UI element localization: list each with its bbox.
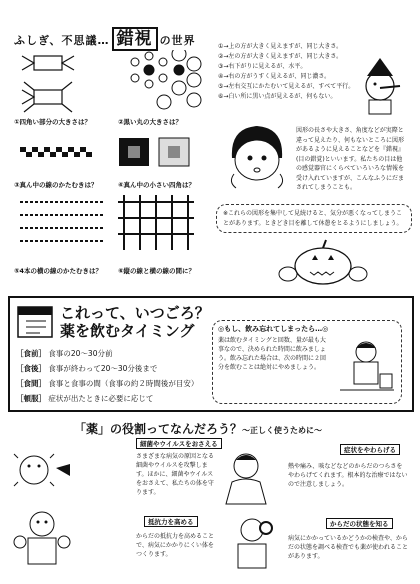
timing-tag: ［頓服］ (16, 394, 46, 403)
illusion-6-figure (118, 195, 194, 250)
illusion-3-caption: ③真ん中の線のかたむきは？ (14, 181, 98, 189)
illusion-3-figure (20, 147, 92, 157)
illusion-5-figure (20, 202, 104, 241)
medicine-timing-list (16, 346, 206, 406)
illusion-2-figure (131, 50, 201, 109)
medicine-heading-2: 薬を飲むタイミング (60, 322, 195, 340)
timing-row (16, 361, 206, 376)
timing-tag: ［食後］ (16, 364, 46, 373)
role-3-text: からだの抵抗力を高めることで、病気にかかりにくい体をつくります。 (136, 533, 215, 558)
role-4-label: からだの状態を知る (326, 518, 393, 529)
timing-text: 症状が出たときに必要に応じて (48, 394, 154, 403)
timing-text: 食事と食事の間（食事の約２時間後が目安） (48, 379, 199, 388)
illusion-1-figure (22, 56, 74, 112)
answer-item: ③→右下がりに見えるが、水平。 (218, 63, 307, 70)
pumpkin-illustration (278, 236, 368, 286)
title-main: 錯視 (112, 27, 158, 51)
illusion-5-caption: ⑤4本の横の線のかたむきは？ (14, 267, 103, 275)
role-1-label: 細菌やウイルスをおさえる (136, 438, 222, 449)
answer-item: ⑤→左右交互にかたむいて見えるが、すべて平行。 (218, 83, 355, 90)
illusion-figures (14, 50, 214, 265)
forgot-dose-title: ◎もし、飲み忘れてしまったら…◎ (218, 325, 329, 333)
sick-person-illustration (222, 448, 282, 508)
roles-title: 「薬」の役割ってなんだろう？ (74, 422, 243, 436)
forgot-dose-text: 薬は飲むタイミングと回数、量が最も大事なので、決められた時間に飲みましょう。飲み忘れた場合は、次の時間に２回分を飲むことは絶対にやめましょう。 (218, 337, 327, 371)
strong-person-illustration (12, 506, 72, 572)
roles-subtitle: 〜正しく使うために〜 (242, 426, 323, 435)
doctor-exam-illustration (226, 512, 284, 572)
timing-tag: ［食前］ (16, 349, 46, 358)
timing-row (16, 346, 206, 361)
doctor-illustration (336, 334, 396, 396)
illusion-1-caption: ①四角い部分の大きさは？ (14, 118, 92, 126)
answer-item: ④→右の方がうすく見えるが、同じ濃さ。 (218, 73, 331, 80)
timing-row (16, 391, 206, 406)
timing-text: 食事が終わって20〜30分後まで (48, 364, 158, 373)
illusion-explanation: 図形の長さや大きさ、角度などが実際と違って見えたり、何もないところに図形があるように見えることなどを『錯視』(目の錯覚)といいます。私たちの目は他の感覚器官にくらべていろいろな情報を受け入れていますが、こんなふうにだまされてしまうことも。 (296, 127, 405, 191)
answer-item: ①→上の方が大きく見えますが、同じ大きさ。 (218, 43, 343, 50)
medicine-heading-1: これって、いつごろ？ (60, 304, 210, 322)
illusion-4-caption: ④真ん中の小さい四角は？ (118, 181, 196, 189)
germ-illustration (12, 444, 72, 496)
answers-list (218, 42, 368, 102)
illusion-2-caption: ②黒い丸の大きさは？ (118, 118, 183, 126)
timing-row (16, 376, 206, 391)
role-2-text: 熱や痛み、咳などなどのからだのつらさをやわらげてくれます。根本的な治療ではないので注意しましょう。 (288, 463, 408, 488)
answer-item: ②→左の方が大きく見えますが、同じ大きさ。 (218, 53, 343, 60)
medicine-calendar-icon (16, 303, 56, 341)
caution-note: ※これらの図形を集中して見続けると、気分が悪くなってしまうことがあります。ときどき目を離して休憩をとるようにしましょう。 (216, 204, 412, 233)
title-suffix: の世界 (159, 34, 196, 47)
roles-heading (74, 420, 322, 437)
role-4-text: 病気にかかっているかどうかの検査や、からだの状態を調べる検査でも薬が使われることがあります。 (288, 535, 409, 560)
pinocchio-illustration (355, 56, 405, 118)
illusion-6-caption: ⑥縦の線と横の線の間に？ (118, 267, 196, 275)
role-2-label: 症状をやわらげる (340, 444, 400, 455)
role-3-label: 抵抗力を高める (144, 516, 198, 527)
answer-item: ⑥→白い所に黒い点が見えるが、何もない。 (218, 93, 337, 100)
title-prefix: ふしぎ、不思議… (14, 34, 110, 47)
role-1-text: さまざまな病気の原因となる細菌やウイルスを攻撃します。ほかに、細菌やウイルスをおさえて、私たちの体を守ります。 (136, 453, 215, 496)
timing-text: 食事の20〜30分前 (48, 349, 113, 358)
illusion-4-figure (119, 138, 189, 166)
girl-illustration (222, 120, 292, 192)
timing-tag: ［食間］ (16, 379, 46, 388)
page-title (14, 24, 196, 49)
